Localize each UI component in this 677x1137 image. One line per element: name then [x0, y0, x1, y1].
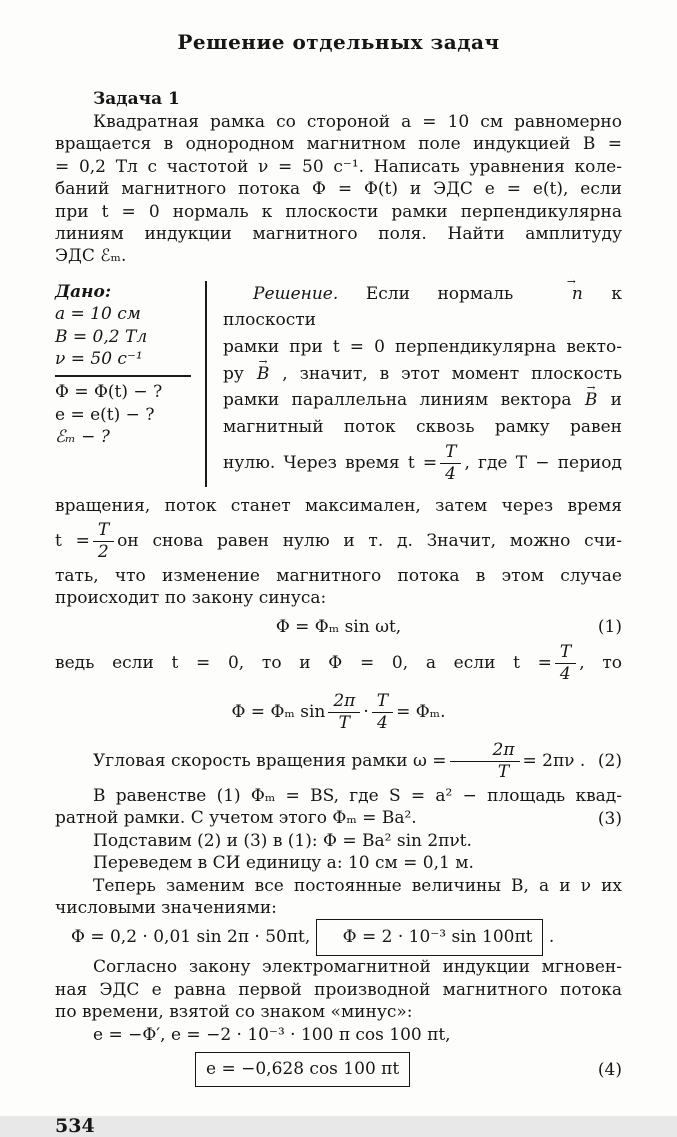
solution-line: В равенстве (1) Φₘ = BS, где S = a² − площадь квад-: [93, 785, 622, 806]
solution-text: рамки параллельна линиям вектора: [223, 390, 584, 411]
given-item: ν = 50 с⁻¹: [55, 349, 143, 370]
fraction-denominator: 4: [559, 663, 571, 684]
equation-body: Угловая скорость вращения рамки ω =: [93, 750, 447, 771]
solution-line: рамки при t = 0 перпендикулярна векто-: [223, 337, 622, 358]
fraction-numerator: T: [440, 443, 461, 464]
equation-phi-max: [55, 692, 622, 733]
solution-column: [207, 281, 622, 488]
equation-body: .: [543, 927, 555, 948]
solution-line: тать, что изменение магнитного потока в этом случае: [55, 565, 622, 586]
solution-text: ведь если t = 0, то и Φ = 0, а если t =: [55, 652, 552, 673]
equation-body: Φ = 0,2 · 0,01 sin 2π · 50πt,: [71, 927, 316, 948]
solution-line: магнитный поток сквозь рамку равен: [223, 416, 622, 437]
fraction-numerator: 2π: [450, 741, 520, 762]
equation-number: (4): [597, 1059, 622, 1080]
equation-1: [55, 615, 622, 639]
solution-line: ная ЭДС e равна первой производной магнитного потока: [55, 979, 622, 1000]
problem-line: ЭДС ℰₘ.: [55, 246, 127, 267]
solution-text: Если нормаль: [338, 283, 541, 304]
solution-text: нулю. Через время t =: [223, 453, 438, 474]
equation-body: = 2πν .: [522, 750, 586, 771]
multiplication-dot: ·: [363, 701, 369, 722]
fraction-numerator: T: [555, 643, 576, 664]
given-label: Дано:: [55, 281, 112, 302]
equation-body: Φ = Φₘ sin: [231, 701, 326, 722]
fraction-T-over-4: [440, 443, 461, 484]
problem-line: при t = 0 нормаль к плоскости рамки перпендикулярна: [55, 201, 622, 222]
fraction-numerator: T: [372, 692, 393, 713]
equation-body: ратной рамки. С учетом этого Φₘ = Ba².: [55, 808, 417, 829]
fraction-T-over-4: [555, 643, 576, 684]
given-box: [55, 281, 207, 488]
solution-text: он снова равен нулю и т. д. Значит, можно счи-: [117, 530, 622, 551]
find-item: Φ = Φ(t) − ?: [55, 382, 163, 403]
equation-2: [55, 741, 622, 782]
solution-line: числовыми значениями:: [55, 897, 277, 918]
fraction-T-over-2: [93, 521, 114, 562]
boxed-formula-flux: Φ = 2 · 10⁻³ sin 100πt: [316, 919, 544, 956]
solution-line: по времени, взятой со знаком «минус»:: [55, 1002, 413, 1023]
solution-line: Подставим (2) и (3) в (1): Φ = Ba² sin 2πνt.: [93, 830, 472, 851]
vector-B: → B: [256, 361, 271, 388]
solution-line: вращения, поток станет максимален, затем через время: [55, 496, 622, 517]
solution-line: Переведем в СИ единицу a: 10 см = 0,1 м.: [93, 853, 474, 874]
problem-line: = 0,2 Тл с частотой ν = 50 с⁻¹. Написать уравнения коле-: [55, 156, 622, 177]
section-title: Решение отдельных задач: [177, 30, 500, 54]
solution-text: , значит, в этот момент плоскость: [270, 363, 622, 384]
boxed-formula-emf: e = −0,628 cos 100 πt: [195, 1052, 410, 1087]
given-divider: [55, 375, 191, 377]
problem-line: линиям индукции магнитного поля. Найти амплитуду: [55, 224, 622, 245]
fraction-numerator: T: [93, 521, 114, 542]
find-item: ℰₘ − ?: [55, 427, 110, 448]
solution-line: [223, 387, 622, 414]
solution-line: Теперь заменим все постоянные величины B, a и ν их: [93, 875, 622, 896]
fraction-T-over-4: [372, 692, 393, 733]
given-item: B = 0,2 Тл: [55, 326, 148, 347]
solution-line-with-fraction: [55, 521, 622, 562]
given-and-solution-block: [55, 281, 622, 488]
problem-statement: [55, 111, 622, 268]
equation-number: (3): [597, 808, 622, 829]
solution-text: , то: [579, 652, 623, 673]
equation-number: (1): [597, 616, 622, 637]
fraction-denominator: T: [497, 761, 510, 782]
fraction-2pi-over-T: [450, 741, 520, 782]
fraction-numerator: 2π: [328, 692, 360, 713]
problem-line: вращается в однородном магнитном поле индукцией B =: [55, 134, 622, 155]
find-item: e = e(t) − ?: [55, 404, 155, 425]
problem-heading: Задача 1: [93, 89, 180, 109]
solution-text: , где T − период: [464, 453, 622, 474]
fraction-2pi-over-T: [328, 692, 360, 733]
equation-body: Φ = Φₘ sin ωt,: [275, 616, 402, 637]
page-number: 534: [55, 1115, 95, 1137]
solution-text: t =: [55, 530, 90, 551]
fraction-denominator: 4: [377, 712, 388, 733]
solution-text: к плоскости: [223, 283, 622, 331]
equation-body: = Φₘ.: [396, 701, 446, 722]
solution-line-with-fraction: [55, 643, 622, 684]
problem-line: Квадратная рамка со стороной a = 10 см равномерно: [93, 112, 622, 132]
solution-text: и: [598, 390, 622, 411]
solution-line: происходит по закону синуса:: [55, 588, 327, 609]
vector-B: → B: [584, 387, 599, 414]
equation-4: [55, 1052, 622, 1087]
problem-line: баний магнитного потока Φ = Φ(t) и ЭДС e = e(t), если: [55, 179, 622, 200]
solution-text: ру: [223, 363, 256, 384]
solution-line: Согласно закону электромагнитной индукции мгновен-: [93, 957, 622, 978]
given-item: a = 10 см: [55, 304, 141, 325]
solution-line: [223, 281, 622, 334]
fraction-denominator: 2: [97, 541, 109, 562]
solution-line-with-fraction: [223, 443, 622, 484]
equation-3: [55, 807, 622, 829]
equation-number: (2): [597, 751, 622, 772]
fraction-denominator: 4: [445, 464, 456, 485]
solution-label: Решение.: [253, 283, 339, 304]
fraction-denominator: T: [338, 712, 351, 733]
solution-line: [223, 361, 622, 388]
emf-derivative-line: e = −Φ′, e = −2 · 10⁻³ · 100 π cos 100 πt,: [93, 1024, 451, 1045]
vector-n: → n: [541, 281, 584, 308]
flux-result-line: [55, 919, 622, 956]
